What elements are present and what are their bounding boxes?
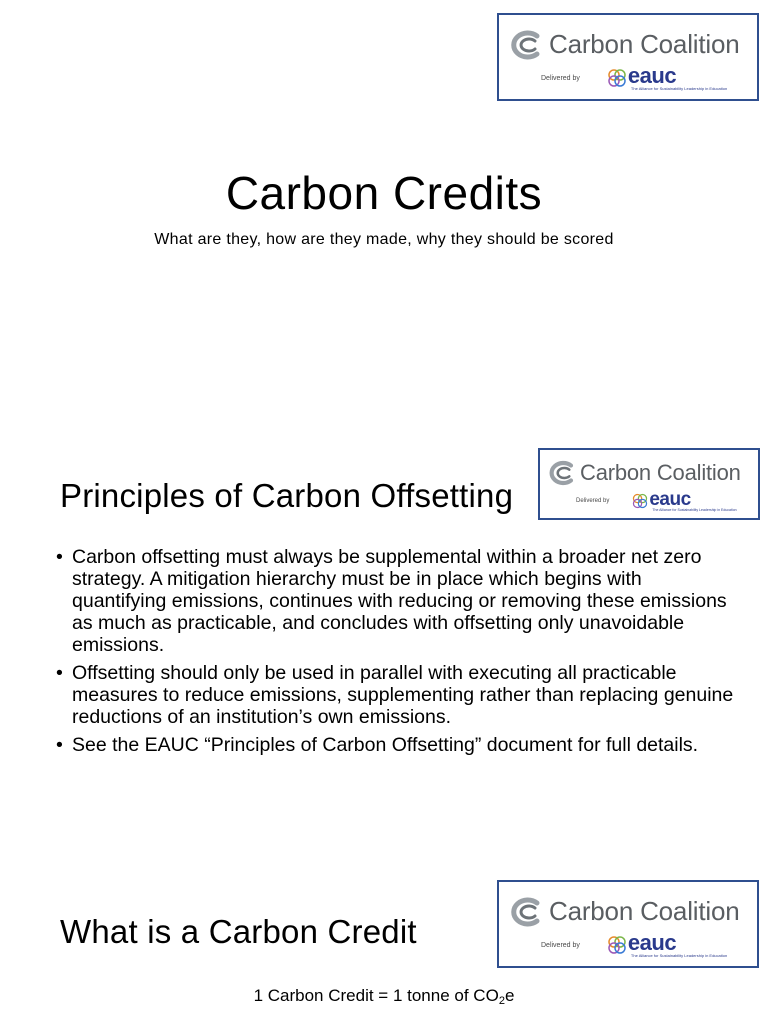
delivered-by-label: Delivered by: [576, 498, 610, 505]
bullet-text: Carbon offsetting must always be supplemental within a broader net zero strategy. A mitigation hierarchy must be in place which begins with quantifying emissions, continues with reducing or removing these emissions as much as practicable, and concludes with offsetting only unavoidable emissions.: [72, 546, 727, 656]
slide-title: Carbon Credits: [225, 167, 543, 219]
formula-subscript: 2: [498, 995, 505, 1007]
eauc-rings-icon: [631, 492, 649, 510]
slide-title: What is a Carbon Credit: [60, 913, 417, 950]
slide-subtitle: What are they, how are they made, why they should be scored: [154, 231, 614, 248]
slide-principles-of-carbon-offsetting: [0, 420, 768, 840]
eauc-tagline: The Alliance for Sustainability Leadership in Education: [630, 953, 728, 958]
eauc-tagline: The Alliance for Sustainability Leadership in Education: [630, 86, 728, 91]
carbon-coalition-swirl-icon: [507, 897, 543, 927]
logo-name: Carbon Coalition: [580, 460, 741, 485]
eauc-wordmark: eauc: [627, 63, 677, 88]
bullet-text: See the EAUC “Principles of Carbon Offsetting” document for full details.: [72, 734, 699, 756]
carbon-coalition-logo: [538, 448, 760, 520]
bullet-dot-icon: •: [56, 662, 63, 684]
delivered-by-label: Delivered by: [541, 74, 580, 82]
delivered-by-label: Delivered by: [541, 941, 580, 949]
logo-name: Carbon Coalition: [549, 29, 740, 59]
slide-what-is-a-carbon-credit: [0, 840, 768, 1024]
formula-suffix: e: [504, 986, 515, 1005]
list-item: [56, 734, 736, 756]
carbon-coalition-logo: [497, 13, 759, 101]
logo-name: Carbon Coalition: [549, 896, 740, 926]
eauc-logo: [606, 932, 727, 958]
eauc-wordmark: eauc: [649, 489, 691, 510]
list-item: [56, 662, 736, 728]
formula-prefix: 1 Carbon Credit = 1 tonne of CO: [253, 986, 499, 1005]
list-item: [56, 546, 736, 656]
eauc-tagline: The Alliance for Sustainability Leadership in Education: [652, 508, 737, 512]
eauc-rings-icon: [606, 934, 628, 956]
bullet-text: Offsetting should only be used in parallel with executing all practicable measures to reduce emissions, supplementing rather than replacing genuine reductions of an institution’s own emissions.: [72, 662, 734, 728]
carbon-credit-formula: [0, 986, 768, 1007]
slide-title: Principles of Carbon Offsetting: [60, 477, 514, 514]
carbon-coalition-swirl-icon: [546, 460, 576, 486]
bullet-dot-icon: •: [56, 546, 63, 568]
eauc-wordmark: eauc: [627, 930, 677, 955]
eauc-logo: [606, 65, 727, 91]
eauc-logo: [631, 490, 736, 513]
eauc-rings-icon: [606, 67, 628, 89]
bullet-dot-icon: •: [56, 734, 63, 756]
slide-carbon-credits: [0, 0, 768, 420]
bullet-list: [56, 546, 736, 762]
carbon-coalition-swirl-icon: [507, 30, 543, 60]
carbon-coalition-logo: [497, 880, 759, 968]
